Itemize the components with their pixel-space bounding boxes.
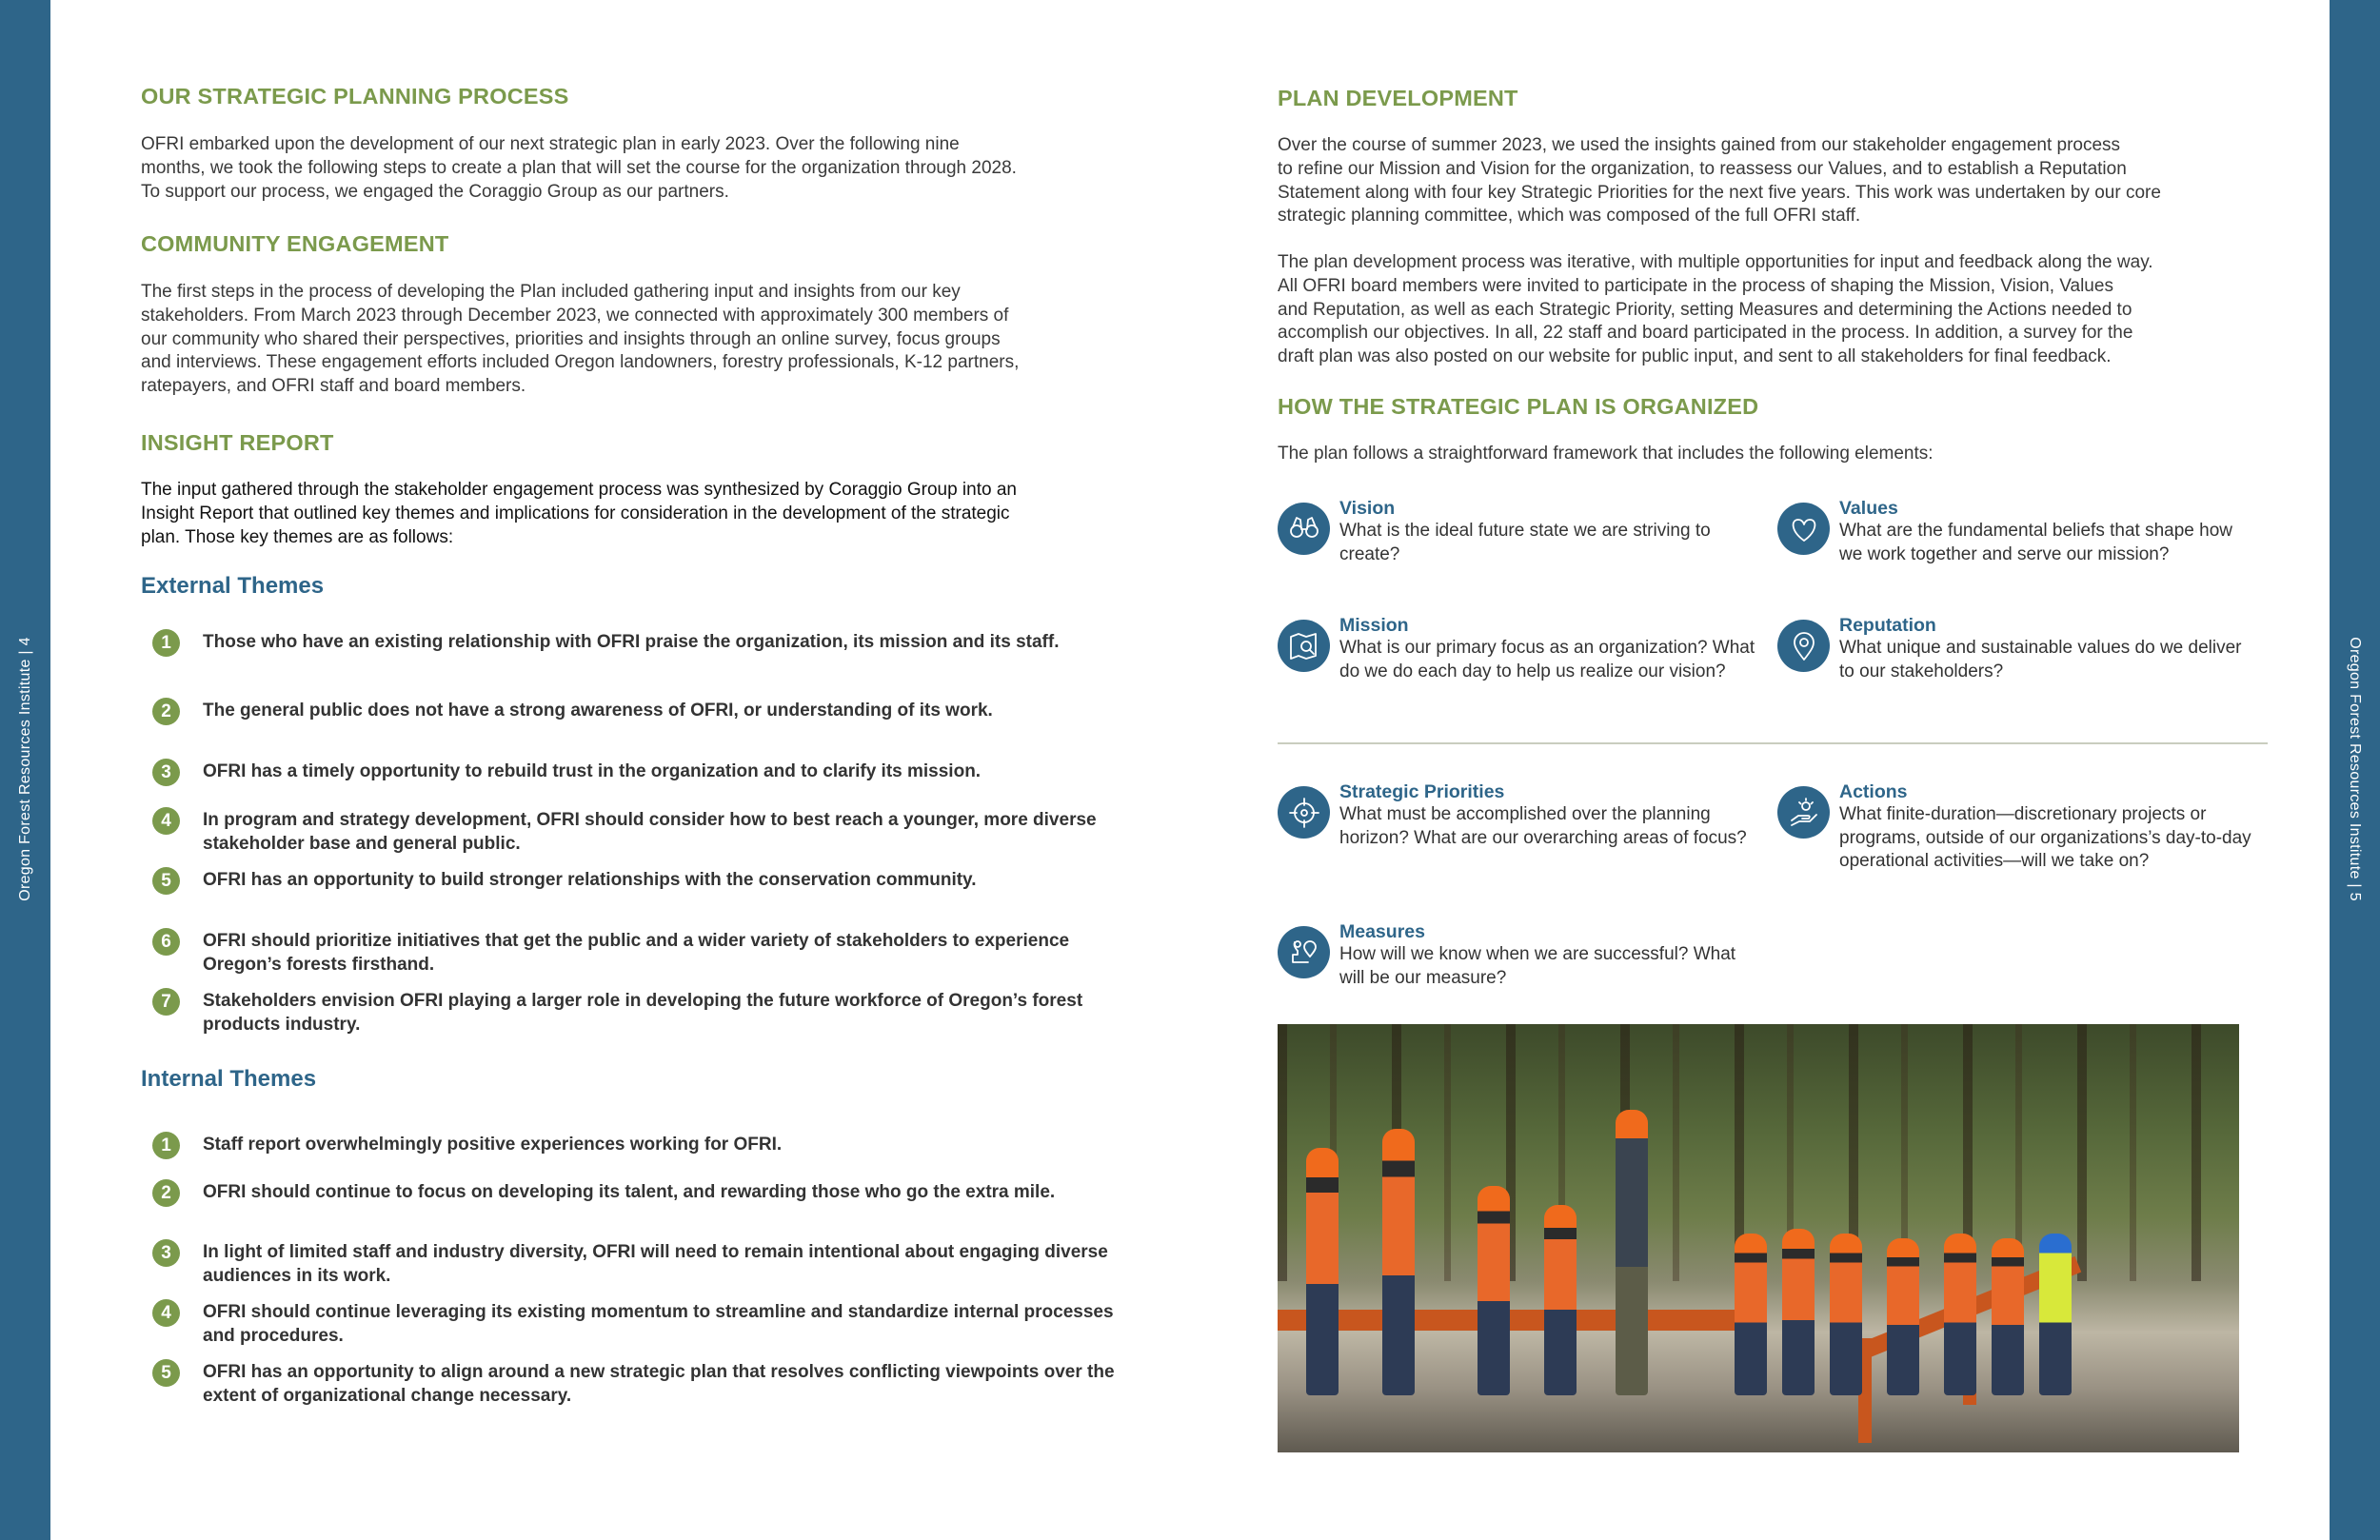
text-line: months, we took the following steps to create a plan that will set the course for the organization through 2028. [141,157,1017,178]
theme-item [152,809,1117,856]
theme-item [152,930,1117,977]
text-line: strategic planning committee, which was composed of the full OFRI staff. [1278,206,1861,227]
text-line: accomplish our objectives. In all, 22 staff and board participated in the process. In addition, a survey for the [1278,323,2133,344]
number-badge: 1 [152,629,180,657]
page-footer-right: Oregon Forest Resources Institute | 5 [2347,637,2363,901]
text-line: The plan follows a straightforward framework that includes the following elements: [1278,444,1934,464]
framework-element-vision [1278,497,1758,566]
binoculars-icon [1278,503,1330,555]
theme-text: Those who have an existing relationship with OFRI praise the organization, its mission and its staff. [203,632,1060,652]
text-line: ratepayers, and OFRI staff and board members. [141,376,526,397]
theme-item [152,631,1117,657]
text-line: Over the course of summer 2023, we used the insights gained from our stakeholder engagement process [1278,135,2121,155]
theme-text: OFRI has an opportunity to build stronger relationships with the conservation community. [203,870,977,890]
number-badge: 7 [152,988,180,1016]
map-search-icon [1278,620,1330,672]
theme-item [152,869,1117,895]
text-line: and interviews. These engagement efforts included Oregon landowners, forestry professionals, K-12 partners, [141,352,1020,373]
framework-element-reputation [1777,614,2258,683]
number-badge: 5 [152,1359,180,1387]
element-title: Values [1839,498,1898,519]
number-badge: 5 [152,867,180,895]
text-line: Statement along with four key Strategic Priorities for the next five years. This work was undertaken by our core [1278,182,2161,203]
paragraph-insight [141,479,1017,549]
paragraph-community [141,281,1019,399]
text-line: The first steps in the process of developing the Plan included gathering input and insights from our key [141,282,961,302]
theme-text: The general public does not have a strong awareness of OFRI, or understanding of its work. [203,701,993,721]
text-line: draft plan was also posted on our website for public input, and sent to all stakeholders for final feedback. [1278,346,2112,367]
theme-text: OFRI has a timely opportunity to rebuild trust in the organization and to clarify its mission. [203,761,982,781]
number-badge: 6 [152,928,180,956]
theme-text: In light of limited staff and industry diversity, OFRI will need to remain intentional about engaging diverse audiences in its work. [203,1242,1108,1286]
heading-community-engagement: COMMUNITY ENGAGEMENT [141,231,449,256]
text-line: The input gathered through the stakeholder engagement process was synthesized by Coraggio Group into an [141,480,1017,500]
text-line: stakeholders. From March 2023 through December 2023, we connected with approximately 300 members of [141,305,1009,326]
number-badge: 2 [152,1179,180,1207]
heading-insight-report: INSIGHT REPORT [141,430,334,455]
heading-strategic-planning-process: OUR STRATEGIC PLANNING PROCESS [141,84,569,109]
element-text [1839,614,2258,683]
element-text [1339,920,1758,990]
theme-text: Stakeholders envision OFRI playing a larger role in developing the future workforce of Oregon’s forest products industry. [203,991,1083,1035]
element-text [1339,780,1758,850]
element-description: What are the fundamental beliefs that shape how we work together and serve our mission? [1839,521,2232,564]
theme-item [152,700,1117,725]
paragraph-plan-development-1 [1278,134,2161,228]
heading-plan-organized: HOW THE STRATEGIC PLAN IS ORGANIZED [1278,394,1759,419]
divider [1278,742,2268,744]
text-line: our community who shared their perspectives, priorities and insights through an online survey, focus groups [141,328,1001,349]
number-badge: 3 [152,1239,180,1267]
heart-icon [1777,503,1830,555]
number-badge: 4 [152,807,180,835]
framework-element-strategic-priorities [1278,780,1758,850]
element-text [1839,497,2258,566]
paragraph-process [141,133,1017,204]
theme-item [152,1361,1117,1408]
element-title: Mission [1339,615,1409,636]
element-title: Actions [1839,781,1908,802]
theme-item [152,760,1117,786]
element-title: Measures [1339,921,1425,942]
theme-item [152,1241,1117,1288]
element-description: How will we know when we are successful? What will be our measure? [1339,944,1736,988]
page-footer-left: Oregon Forest Resources Institute | 4 [17,637,33,901]
element-description: What unique and sustainable values do we deliver to our stakeholders? [1839,638,2242,681]
theme-text: OFRI should continue leveraging its existing momentum to streamline and standardize internal processes and procedures. [203,1302,1114,1346]
paragraph-framework [1278,443,1934,466]
framework-element-actions [1777,780,2258,874]
element-description: What is our primary focus as an organization? What do we do each day to help us realize our vision? [1339,638,1755,681]
text-line: To support our process, we engaged the Coraggio Group as our partners. [141,181,729,202]
text-line: The plan development process was iterative, with multiple opportunities for input and feedback along the way. [1278,252,2153,272]
text-line: Insight Report that outlined key themes and implications for consideration in the development of the strategic [141,503,1010,523]
element-title: Reputation [1839,615,1936,636]
element-text [1339,614,1758,683]
framework-element-measures [1278,920,1758,990]
text-line: plan. Those key themes are as follows: [141,526,454,547]
text-line: and Reputation, as well as each Strategic Priority, setting Measures and determining the Actions needed to [1278,299,2132,320]
target-icon [1278,786,1330,839]
heading-plan-development: PLAN DEVELOPMENT [1278,86,1518,110]
text-line: OFRI embarked upon the development of our next strategic plan in early 2023. Over the following nine [141,134,960,154]
element-description: What finite-duration—discretionary projects or programs, outside of our organizations’s day-to-day operational activities—will we take on? [1839,804,2251,871]
number-badge: 2 [152,698,180,725]
element-description: What must be accomplished over the planning horizon? What are our overarching areas of focus? [1339,804,1747,848]
theme-item [152,990,1117,1037]
element-title: Vision [1339,498,1396,519]
location-pin-icon [1777,620,1830,672]
element-description: What is the ideal future state we are striving to create? [1339,521,1711,564]
number-badge: 1 [152,1132,180,1159]
forest-field-tour-photo [1278,1024,2239,1452]
paragraph-plan-development-2 [1278,251,2153,369]
element-text [1339,497,1758,566]
theme-text: OFRI should prioritize initiatives that get the public and a wider variety of stakeholders to experience Oregon’s forests firsthand. [203,931,1070,975]
theme-text: Staff report overwhelmingly positive experiences working for OFRI. [203,1135,783,1155]
number-badge: 3 [152,759,180,786]
framework-element-values [1777,497,2258,566]
element-text [1839,780,2258,874]
theme-text: OFRI should continue to focus on developing its talent, and rewarding those who go the extra mile. [203,1182,1056,1202]
heading-external-themes: External Themes [141,573,325,599]
text-line: All OFRI board members were invited to participate in the process of shaping the Mission, Vision, Values [1278,275,2113,296]
hand-lightbulb-icon [1777,786,1830,839]
heading-internal-themes: Internal Themes [141,1066,317,1092]
theme-item [152,1301,1117,1348]
route-pins-icon [1278,926,1330,978]
number-badge: 4 [152,1299,180,1327]
framework-element-mission [1278,614,1758,683]
theme-text: In program and strategy development, OFRI should consider how to best reach a younger, more diverse stakeholder base and general public. [203,810,1097,854]
theme-item [152,1181,1117,1207]
element-title: Strategic Priorities [1339,781,1505,802]
text-line: to refine our Mission and Vision for the organization, to reassess our Values, and to establish a Reputation [1278,158,2127,179]
theme-item [152,1134,1117,1159]
theme-text: OFRI has an opportunity to align around a new strategic plan that resolves conflicting viewpoints over the extent of organizational change necessary. [203,1362,1115,1406]
